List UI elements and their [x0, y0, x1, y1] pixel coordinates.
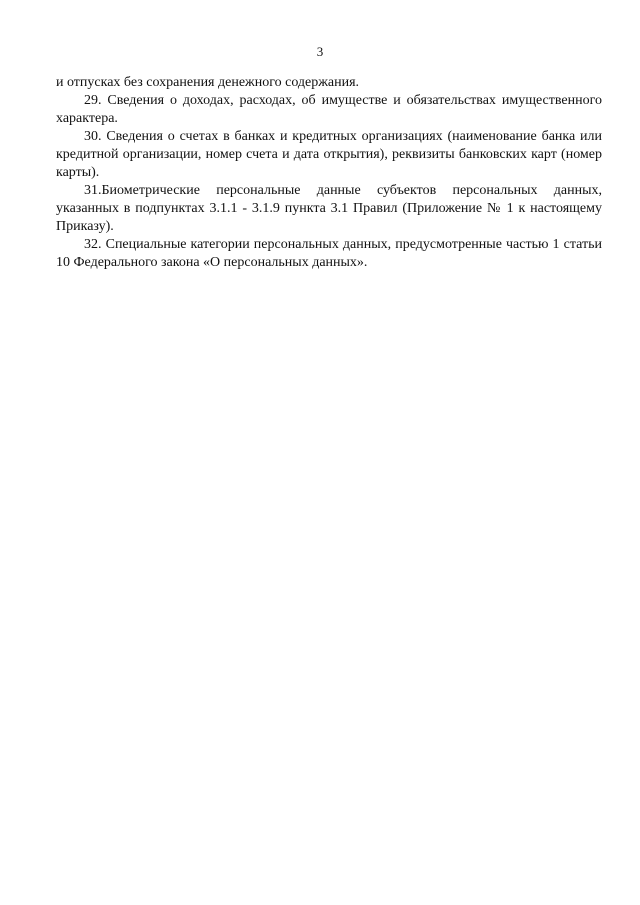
paragraph-item-29: 29. Сведения о доходах, расходах, об имуществе и обязательствах имущественного характера. [56, 93, 602, 126]
paragraph-continuation: и отпусках без сохранения денежного содержания. [56, 75, 360, 90]
paragraph-item-30: 30. Сведения о счетах в банках и кредитных организациях (наименование банка или кредитной организации, номер счета и дата открытия), реквизиты банковских карт (номер карты). [56, 129, 602, 180]
paragraph-item-32: 32. Специальные категории персональных данных, предусмотренные частью 1 статьи 10 Федерального закона «О персональных данных». [56, 237, 602, 270]
document-body [56, 74, 602, 272]
page-number: 3 [316, 44, 324, 59]
paragraph-item-31: 31.Биометрические персональные данные субъектов персональных данных, указанных в подпунктах 3.1.1 - 3.1.9 пункта 3.1 Правил (Приложение № 1 к настоящему Приказу). [56, 183, 602, 234]
